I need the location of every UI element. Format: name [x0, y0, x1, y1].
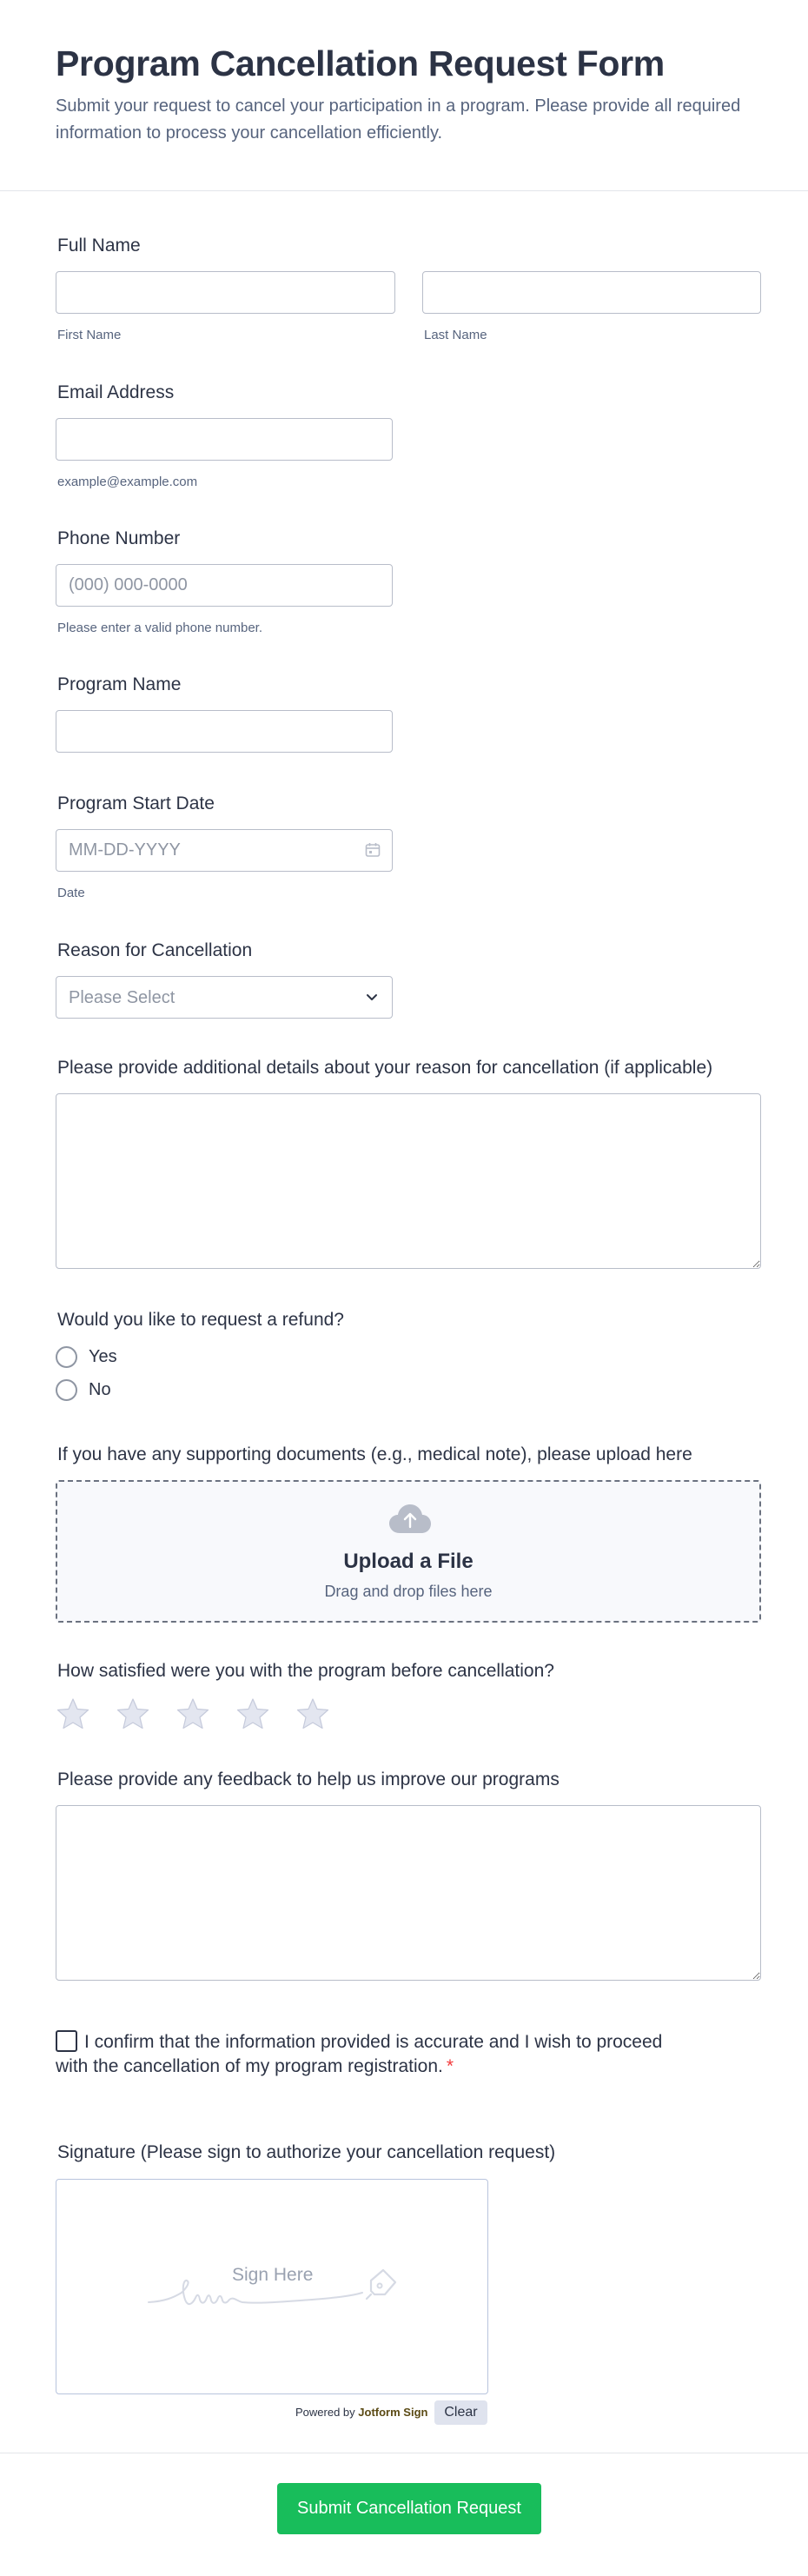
- program-name-input[interactable]: [56, 710, 393, 753]
- file-upload-dropzone[interactable]: [56, 1480, 761, 1623]
- clear-signature-button[interactable]: Clear: [434, 2400, 487, 2425]
- feedback-textarea[interactable]: [56, 1805, 761, 1981]
- required-asterisk: *: [446, 2056, 454, 2076]
- radio-yes-label: Yes: [89, 1346, 117, 1366]
- refund-option-yes[interactable]: [56, 1344, 117, 1369]
- powered-by-prefix: Powered by: [295, 2406, 355, 2419]
- upload-subtitle: Drag and drop files here: [324, 1583, 493, 1600]
- start-date-input[interactable]: [56, 829, 393, 872]
- confirm-text: I confirm that the information provided is accurate and I wish to proceed with the cancellation of my program registration.: [56, 2032, 663, 2076]
- radio-yes[interactable]: [56, 1346, 77, 1368]
- form-title: Program Cancellation Request Form: [56, 43, 665, 83]
- start-date-sublabel: Date: [57, 886, 85, 900]
- submit-button[interactable]: Submit Cancellation Request: [277, 2483, 541, 2534]
- phone-sublabel: Please enter a valid phone number.: [57, 621, 262, 635]
- email-label: Email Address: [57, 382, 175, 402]
- chevron-down-icon: [364, 989, 380, 1005]
- star-icon[interactable]: [116, 1696, 150, 1731]
- star-icon[interactable]: [56, 1696, 90, 1731]
- details-label: Please provide additional details about your reason for cancellation (if applicable): [57, 1058, 713, 1078]
- refund-option-no[interactable]: [56, 1378, 111, 1402]
- star-rating[interactable]: [56, 1696, 355, 1731]
- last-name-input[interactable]: [422, 271, 761, 314]
- powered-by-brand[interactable]: Jotform Sign: [358, 2406, 428, 2419]
- star-icon[interactable]: [176, 1696, 210, 1731]
- star-icon[interactable]: [295, 1696, 330, 1731]
- reason-select[interactable]: [56, 976, 393, 1019]
- form-subtitle: Submit your request to cancel your participation in a program. Please provide all required information to process your cancellation efficiently.: [56, 96, 741, 143]
- powered-by: [295, 2406, 427, 2419]
- reason-select-value: Please Select: [69, 988, 176, 1007]
- signature-label: Signature (Please sign to authorize your cancellation request): [57, 2142, 556, 2162]
- program-name-label: Program Name: [57, 674, 182, 694]
- phone-input[interactable]: [56, 564, 393, 607]
- confirm-checkbox[interactable]: [56, 2030, 77, 2052]
- radio-no-label: No: [89, 1379, 111, 1399]
- email-input[interactable]: [56, 418, 393, 461]
- pen-nib-icon: [367, 2270, 395, 2299]
- first-name-sublabel: First Name: [57, 328, 122, 342]
- details-textarea[interactable]: [56, 1093, 761, 1269]
- signature-placeholder: Sign Here: [232, 2265, 314, 2285]
- first-name-input[interactable]: [56, 271, 395, 314]
- star-icon[interactable]: [235, 1696, 270, 1731]
- feedback-label: Please provide any feedback to help us improve our programs: [57, 1769, 560, 1789]
- start-date-label: Program Start Date: [57, 793, 215, 813]
- form-header: [0, 0, 808, 191]
- upload-title: Upload a File: [343, 1550, 474, 1573]
- full-name-label: Full Name: [57, 236, 141, 256]
- email-sublabel: example@example.com: [57, 475, 198, 489]
- cloud-upload-icon: [388, 1503, 432, 1536]
- phone-label: Phone Number: [57, 528, 181, 548]
- confirm-checkbox-row[interactable]: [56, 2030, 699, 2079]
- radio-no[interactable]: [56, 1379, 77, 1401]
- upload-label: If you have any supporting documents (e.g., medical note), please upload here: [57, 1444, 692, 1464]
- signature-pad[interactable]: [56, 2179, 488, 2394]
- last-name-sublabel: Last Name: [424, 328, 487, 342]
- calendar-icon[interactable]: [364, 841, 381, 859]
- satisfaction-label: How satisfied were you with the program before cancellation?: [57, 1661, 554, 1681]
- reason-label: Reason for Cancellation: [57, 940, 253, 960]
- refund-label: Would you like to request a refund?: [57, 1310, 344, 1330]
